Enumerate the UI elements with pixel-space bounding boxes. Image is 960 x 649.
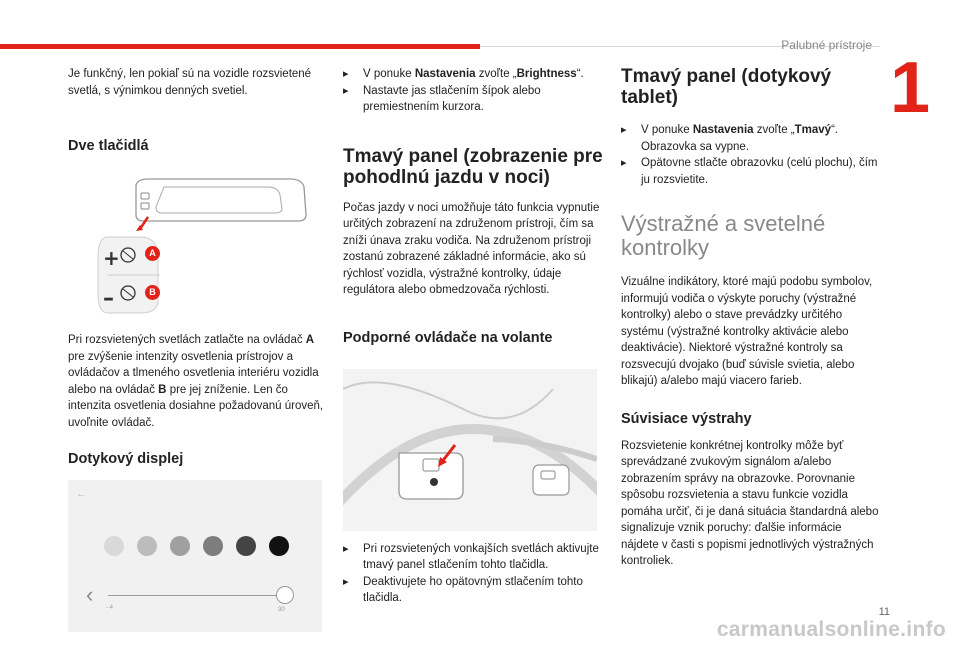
bullet-arrow-icon: ▸ [343,84,349,97]
heading-related-warnings: Súvisiace výstrahy [621,410,752,427]
bullet-deactivate-dark: ▸ Deaktivujete ho opätovným stlačením tohto tlačidla. [343,575,583,604]
swatch-1[interactable] [104,536,124,556]
brightness-screen [68,480,322,632]
heading-dark-panel-tablet: Tmavý panel (dotykový tablet) [621,66,832,108]
brightness-swatches [104,536,289,556]
swatch-5[interactable] [236,536,256,556]
swatch-2[interactable] [137,536,157,556]
bullet-adjust-brightness: ▸ Nastavte jas stlačením šípok alebo premiestnením kurzora. [343,84,541,113]
warning-lights-text: Vizuálne indikátory, ktoré majú podobu symbolov, informujú vodiča o výskyte poruchy (výstražné kontrolky) alebo o stave prevádzky určitého systému (výstražné kontrolky aktivácie alebo deaktivácie). Niektoré výstražné kontroly sa rozsvecujú dvojako (buď súvisle svietia, alebo blikajú) a/alebo majú viacero farieb. [621,276,873,387]
swatch-4[interactable] [203,536,223,556]
column-3 [621,66,881,570]
swatch-6[interactable] [269,536,289,556]
bullet-arrow-icon: ▸ [343,575,349,588]
chapter-number: 1 [889,48,930,128]
heading-dark-panel-driving: Tmavý panel (zobrazenie pre pohodlnú jazdu v noci) [343,145,603,188]
bullet-activate-dark: ▸ Pri rozsvietených vonkajších svetlách aktivujte tmavý panel stlačením tohto tlačidla. [343,542,599,571]
brightness-slider-track[interactable] [108,595,282,596]
dark-panel-text: Počas jazdy v noci umožňuje táto funkcia vypnutie určitých zobrazení na združenom prístroji, čím sa zníži únava zraku vodiča. Na združenom prístroji zostanú zobrazené základné informácie, ako sú rýchlosť vozidla, výstražné kontrolky, údaje regulátora alebo obmedzovača rýchlosti. [343,201,600,296]
heading-warning-lights: Výstražné a svetelné kontrolky [621,211,826,260]
swatch-3[interactable] [170,536,190,556]
buttons-text: Pri rozsvietených svetlách zatlačte na ovládač A pre zvýšenie intenzity osvetlenia prístrojov a ovládačov a tlmeného osvetlenia interiéru vozidla alebo na ovládač B pre jej zníženie. Len čo intenzita osvetlenia dosiahne požadovanú úroveň, uvoľnite ovládač. [68,334,324,429]
bullet-arrow-icon: ▸ [621,157,627,169]
svg-text:–: – [103,286,114,311]
svg-text:+: + [103,246,120,270]
column-2 [343,66,605,607]
steering-wheel-diagram [343,369,597,531]
back-arrow-icon[interactable]: ← [76,488,87,500]
chevron-left-icon[interactable]: ‹ [86,582,94,607]
watermark-url: carmanualsonline.info [716,618,946,641]
dashboard-button-diagram [68,173,330,318]
slider-max-label: 30 [278,607,285,613]
header-red-bar [0,44,480,49]
section-title: Palubné prístroje [781,38,872,52]
page-number: 11 [878,606,890,618]
column-1 [68,66,330,632]
slider-min-label: - 4 [106,605,114,611]
badge-b: B [145,285,160,300]
bullet-arrow-icon: ▸ [343,68,349,80]
bullet-arrow-icon: ▸ [343,542,349,555]
two-buttons-illustration [68,173,330,318]
bullet-wake-screen: ▸ Opätovne stlačte obrazovku (celú plochu), čím ju rozsvietite. [621,157,878,186]
bullet-menu-dark: ▸ V ponuke Nastavenia zvoľte „Tmavý“. Obrazovka sa vypne. [621,124,839,153]
badge-a: A [145,246,160,261]
bullet-menu-brightness: ▸ V ponuke Nastavenia zvoľte „Brightness“. [343,66,605,83]
steering-wheel-illustration [343,369,597,531]
intro-text: Je funkčný, len pokiaľ sú na vozidle rozsvietené svetlá, s výnimkou denných svetiel. [68,68,312,97]
heading-touch-display: Dotykový displej [68,451,184,467]
heading-steering-controls: Podporné ovládače na volante [343,329,553,346]
heading-two-buttons: Dve tlačidlá [68,138,149,154]
bullet-arrow-icon: ▸ [621,124,627,136]
related-warnings-text: Rozsvietenie konkrétnej kontrolky môže byť sprevádzané zvukovým signálom a/alebo zobrazením správy na obrazovke. Porovnanie spôsobu rozsvietenia a stavu funkcie vozidla pomáha určiť, či je daná situácia štandardná alebo signalizuje vznik poruchy: ďalšie informácie nájdete v časti s popismi jednotlivých výstražných kontroliek. [621,439,879,567]
